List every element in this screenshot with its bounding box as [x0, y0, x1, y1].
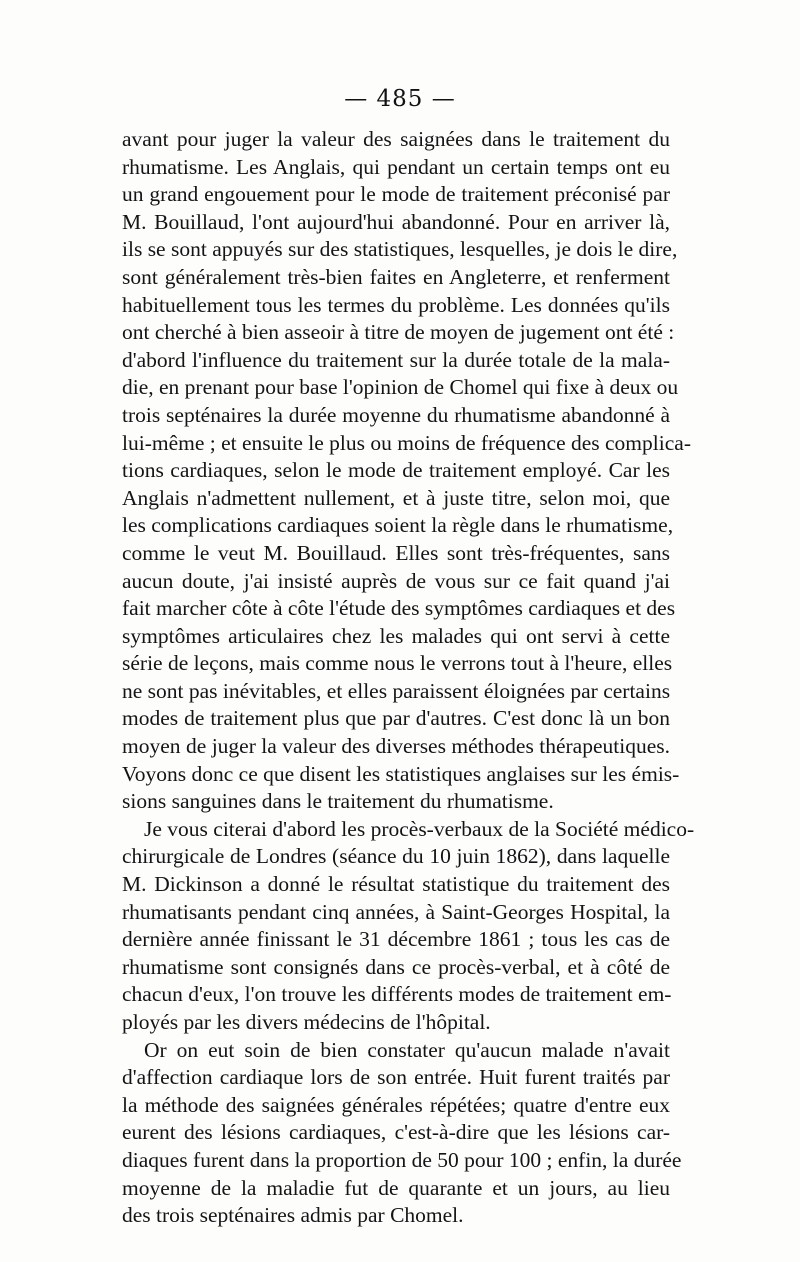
- text-line: trois septénaires la durée moyenne du rhumatisme abandonné à: [122, 402, 670, 427]
- text-line: des trois septénaires admis par Chomel.: [122, 1203, 464, 1228]
- text-line: Je vous citerai d'abord les procès-verbaux de la Société médico-: [144, 816, 695, 841]
- text-line: série de leçons, mais comme nous le verrons tout à l'heure, elles: [122, 651, 673, 676]
- text-line: aucun doute, j'ai insisté auprès de vous sur ce fait quand j'ai: [122, 568, 670, 593]
- text-line: die, en prenant pour base l'opinion de Chomel qui fixe à deux ou: [122, 375, 679, 400]
- text-line: Or on eut soin de bien constater qu'aucun malade n'avait: [144, 1037, 670, 1062]
- text-line: d'affection cardiaque lors de son entrée. Huit furent traités par: [122, 1065, 670, 1090]
- text-line: chacun d'eux, l'on trouve les différents modes de traitement em-: [122, 982, 672, 1007]
- text-line: un grand engouement pour le mode de traitement préconisé par: [122, 182, 670, 207]
- text-line: symptômes articulaires chez les malades qui ont servi à cette: [122, 623, 670, 648]
- text-line: rhumatisants pendant cinq années, à Saint-Georges Hospital, la: [122, 899, 670, 924]
- text-line: sions sanguines dans le traitement du rhumatisme.: [122, 789, 554, 814]
- text-line: chirurgicale de Londres (séance du 10 juin 1862), dans laquelle: [122, 844, 670, 869]
- text-line: les complications cardiaques soient la règle dans le rhumatisme,: [122, 513, 674, 538]
- page-number: — 485 —: [344, 86, 456, 112]
- text-line: Anglais n'admettent nullement, et à juste titre, selon moi, que: [122, 485, 670, 510]
- paragraph: [122, 126, 691, 816]
- text-line: moyenne de la maladie fut de quarante et un jours, au lieu: [122, 1175, 670, 1200]
- text-line: comme le veut M. Bouillaud. Elles sont très-fréquentes, sans: [122, 540, 670, 565]
- text-line: Voyons donc ce que disent les statistiques anglaises sur les émis-: [122, 761, 680, 786]
- text-line: dernière année finissant le 31 décembre 1861 ; tous les cas de: [122, 927, 670, 952]
- text-line: avant pour juger la valeur des saignées dans le traitement du: [122, 127, 670, 151]
- text-line: fait marcher côte à côte l'étude des symptômes cardiaques et des: [122, 596, 676, 621]
- text-line: lui-même ; et ensuite le plus ou moins de fréquence des complica-: [122, 430, 691, 455]
- text-line: rhumatisme. Les Anglais, qui pendant un certain temps ont eu: [122, 154, 670, 179]
- text-line: diaques furent dans la proportion de 50 pour 100 ; enfin, la durée: [122, 1147, 682, 1172]
- text-line: tions cardiaques, selon le mode de traitement employé. Car les: [122, 458, 670, 483]
- text-line: rhumatisme sont consignés dans ce procès-verbal, et à côté de: [122, 954, 670, 979]
- text-line: ont cherché à bien asseoir à titre de moyen de jugement ont été :: [122, 320, 675, 345]
- text-line: M. Bouillaud, l'ont aujourd'hui abandonné. Pour en arriver là,: [122, 209, 670, 234]
- text-line: moyen de juger la valeur des diverses méthodes thérapeutiques.: [122, 734, 670, 759]
- text-line: M. Dickinson a donné le résultat statistique du traitement des: [122, 872, 670, 897]
- text-line: habituellement tous les termes du problème. Les données qu'ils: [122, 292, 670, 317]
- text-line: ployés par les divers médecins de l'hôpital.: [122, 1010, 491, 1034]
- text-line: ne sont pas inévitables, et elles paraissent éloignées par certains: [122, 678, 671, 703]
- text-line: sont généralement très-bien faites en Angleterre, et renferment: [122, 264, 670, 289]
- text-line: ils se sont appuyés sur des statistiques, lesquelles, je dois le dire,: [122, 237, 678, 262]
- text-line: la méthode des saignées générales répétées; quatre d'entre eux: [122, 1092, 670, 1117]
- paragraph: [122, 816, 695, 1037]
- text-line: modes de traitement plus que par d'autres. C'est donc là un bon: [122, 706, 670, 731]
- text-line: d'abord l'influence du traitement sur la durée totale de la mala-: [122, 347, 670, 372]
- paragraph: [122, 1037, 682, 1230]
- text-line: eurent des lésions cardiaques, c'est-à-dire que les lésions car-: [122, 1120, 670, 1145]
- body-text: [122, 126, 695, 1230]
